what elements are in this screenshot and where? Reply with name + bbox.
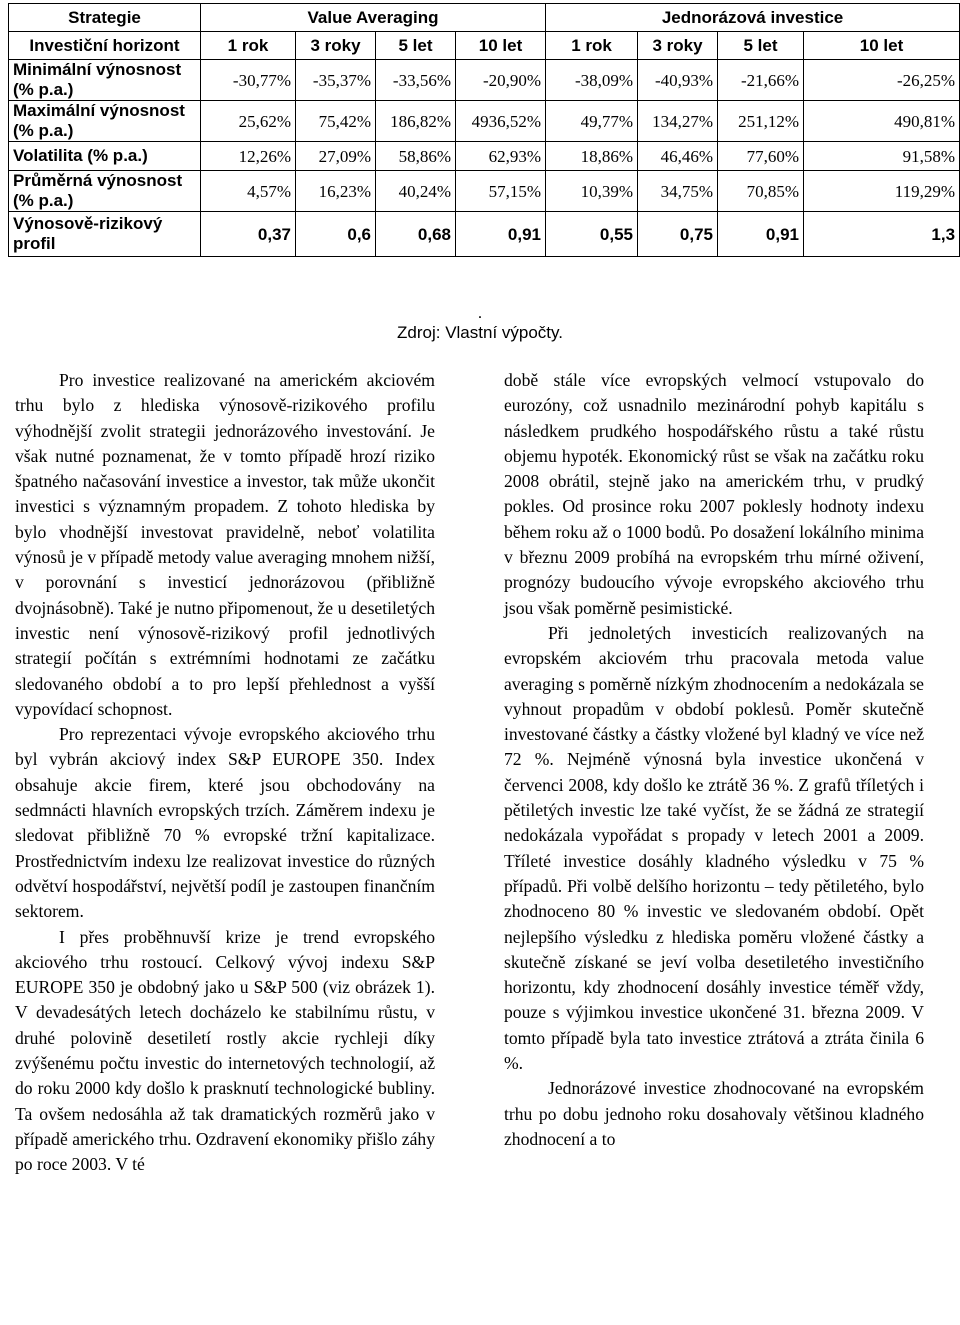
table-cell: 16,23% <box>296 171 376 212</box>
table-cell: -26,25% <box>804 60 960 101</box>
horizon-cell: 10 let <box>804 32 960 60</box>
table-cell: 49,77% <box>546 101 638 142</box>
table-cell: -20,90% <box>456 60 546 101</box>
table-cell: 4936,52% <box>456 101 546 142</box>
paragraph: Pro investice realizované na americkém akciovém trhu bylo z hlediska výnosově-rizikového profilu výhodnější zvolit strategii jednorázového investování. Je však nutné poznamenat, že v tomto případě hrozí riziko špatného načasování investice a investor, tak může ukončit investici s významným propadem. Z tohoto hlediska by bylo vhodnější investovat pravidelně, neboť volatilita výnosů je v případě metody value averaging mnohem nižší, v porovnání s investicí jednorázovou (přibližně dvojnásobně). Také je nutno připomenout, že u desetiletých investic není výnosově-rizikový profil jednotlivých strategií počítán s extrémními hodnotami ze začátku sledovaného období a to pro lepší přehlednost a vyšší vypovídací schopnost. <box>15 370 435 719</box>
horizon-cell: 3 roky <box>638 32 718 60</box>
row-label-average-return: Průměrná výnosnost (% p.a.) <box>9 171 201 212</box>
table-cell: 1,3 <box>804 212 960 257</box>
table-cell: 251,12% <box>718 101 804 142</box>
table-cell: -33,56% <box>376 60 456 101</box>
table-cell: 134,27% <box>638 101 718 142</box>
table-cell: 0,91 <box>718 212 804 257</box>
table-cell: 0,75 <box>638 212 718 257</box>
horizon-cell: 1 rok <box>201 32 296 60</box>
left-text-column <box>15 368 435 1178</box>
table-row <box>9 60 960 101</box>
table-cell: 18,86% <box>546 142 638 171</box>
horizon-cell: 10 let <box>456 32 546 60</box>
table-cell: 75,42% <box>296 101 376 142</box>
table-cell: 0,55 <box>546 212 638 257</box>
table-header-horizon-row <box>9 32 960 60</box>
table-cell: 57,15% <box>456 171 546 212</box>
source-caption: Zdroj: Vlastní výpočty. <box>397 323 563 342</box>
table-cell: -30,77% <box>201 60 296 101</box>
row-label-volatility: Volatilita (% p.a.) <box>9 142 201 171</box>
table-row <box>9 212 960 257</box>
paragraph: Jednorázové investice zhodnocované na evropském trhu po dobu jednoho roku dosahovaly většinou kladného zhodnocení a to <box>504 1078 924 1149</box>
table-cell: 0,6 <box>296 212 376 257</box>
table-cell: -40,93% <box>638 60 718 101</box>
horizon-cell: 1 rok <box>546 32 638 60</box>
results-table <box>8 3 960 257</box>
table-cell: 70,85% <box>718 171 804 212</box>
table-cell: 0,91 <box>456 212 546 257</box>
table-cell: 27,09% <box>296 142 376 171</box>
table-cell: 46,46% <box>638 142 718 171</box>
table-cell: 58,86% <box>376 142 456 171</box>
table-cell: 10,39% <box>546 171 638 212</box>
row-label-max-return: Maximální výnosnost (% p.a.) <box>9 101 201 142</box>
table-cell: 186,82% <box>376 101 456 142</box>
table-cell: -21,66% <box>718 60 804 101</box>
results-table-wrapper <box>8 3 959 257</box>
table-row <box>9 101 960 142</box>
paragraph: Při jednoletých investicích realizovaných na evropském akciovém trhu pracovala metoda value averaging s poměrně nízkým zhodnocením a nedokázala se vyhnout propadům v období poklesů. Poměr skutečně investované částky a částky vložené byl kladný ve více než 72 %. Nejméně výnosná byla investice ukončená v červenci 2008, kdy došlo ke ztrátě 36 %. Z grafů tříletých i pětiletých investic lze také vyčíst, že se žádná ze strategií nedokázala vypořádat s propady v letech 2001 a 2009. Tříleté investice dosáhly kladného výsledku v 75 % případů. Při volbě delšího horizontu – tedy pětiletého, bylo zhodnoceno 80 % investic ve sledovaném období. Opět nejlepšího výsledku z hlediska poměru vložené částky a skutečně získané se jeví volba desetiletého investičního horizontu, kdy zhodnocení dosáhly investice téměř vždy, pouze s výjimkou investice ukončené 31. března 2009. V tomto případě byla tato investice ztrátová a ztráta činila 6 %. <box>504 622 924 1074</box>
horizon-cell: 5 let <box>718 32 804 60</box>
table-cell: 4,57% <box>201 171 296 212</box>
right-text-column <box>504 368 924 1152</box>
paragraph: Pro reprezentaci vývoje evropského akciového trhu byl vybrán akciový index S&P EUROPE 350. Index obsahuje akcie firem, které jsou obchodovány na sedmnácti hlavních evropských trzích. Záměrem indexu je sledovat přibližně 70 % evropské tržní kapitalizace. Prostřednictvím indexu lze realizovat investice do různých odvětví hospodářství, největší podíl je zastoupen finančním sektorem. <box>15 724 435 922</box>
table-cell: 12,26% <box>201 142 296 171</box>
row-label-risk-return-profile: Výnosově-rizikový profil <box>9 212 201 257</box>
table-cell: -35,37% <box>296 60 376 101</box>
table-cell: 119,29% <box>804 171 960 212</box>
paragraph: I přes proběhnuvší krize je trend evropského akciového trhu rostoucí. Celkový vývoj indexu S&P EUROPE 350 je obdobný jako u S&P 500 (viz obrázek 1). V devadesátých letech docházelo ke stabilnímu růstu, v druhé polovině desetiletí rostly akcie rychleji díky zvýšenému počtu investic do internetových technologií, až do roku 2000 kdy došlo k prasknutí technologické bubliny. Ta ovšem nedosáhla až tak dramatických rozměrů jako v případě amerického trhu. Ozdravení ekonomiky přišlo záhy po roce 2003. V té <box>15 926 435 1175</box>
source-dot: . <box>477 303 483 322</box>
header-lump-sum: Jednorázová investice <box>546 4 960 32</box>
header-strategy: Strategie <box>9 4 201 32</box>
table-cell: 91,58% <box>804 142 960 171</box>
table-cell: 0,37 <box>201 212 296 257</box>
table-cell: 34,75% <box>638 171 718 212</box>
table-row <box>9 171 960 212</box>
horizon-cell: 5 let <box>376 32 456 60</box>
table-cell: 77,60% <box>718 142 804 171</box>
header-value-averaging: Value Averaging <box>201 4 546 32</box>
table-cell: 40,24% <box>376 171 456 212</box>
table-header-strategy-row <box>9 4 960 32</box>
table-cell: 490,81% <box>804 101 960 142</box>
table-row <box>9 142 960 171</box>
table-cell: 0,68 <box>376 212 456 257</box>
table-cell: 25,62% <box>201 101 296 142</box>
paragraph: době stále více evropských velmocí vstupovalo do eurozóny, což usnadnilo mezinárodní pohyb kapitálu s následkem prudkého hospodářského růstu a také růstu objemu hypoték. Ekonomický růst se však na začátku roku 2008 obrátil, stejně jako na americkém trhu, v prudký pokles. Od prosince roku 2007 poklesly hodnoty indexu během roku až o 1000 bodů. Po dosažení lokálního minima v březnu 2009 probíhá na evropském trhu mírné oživení, prognózy budoucího vývoje evropského akciového trhu jsou však poměrně pesimistické. <box>504 370 924 618</box>
table-source <box>0 303 960 343</box>
header-horizon: Investiční horizont <box>9 32 201 60</box>
table-cell: 62,93% <box>456 142 546 171</box>
horizon-cell: 3 roky <box>296 32 376 60</box>
row-label-min-return: Minimální výnosnost (% p.a.) <box>9 60 201 101</box>
table-cell: -38,09% <box>546 60 638 101</box>
